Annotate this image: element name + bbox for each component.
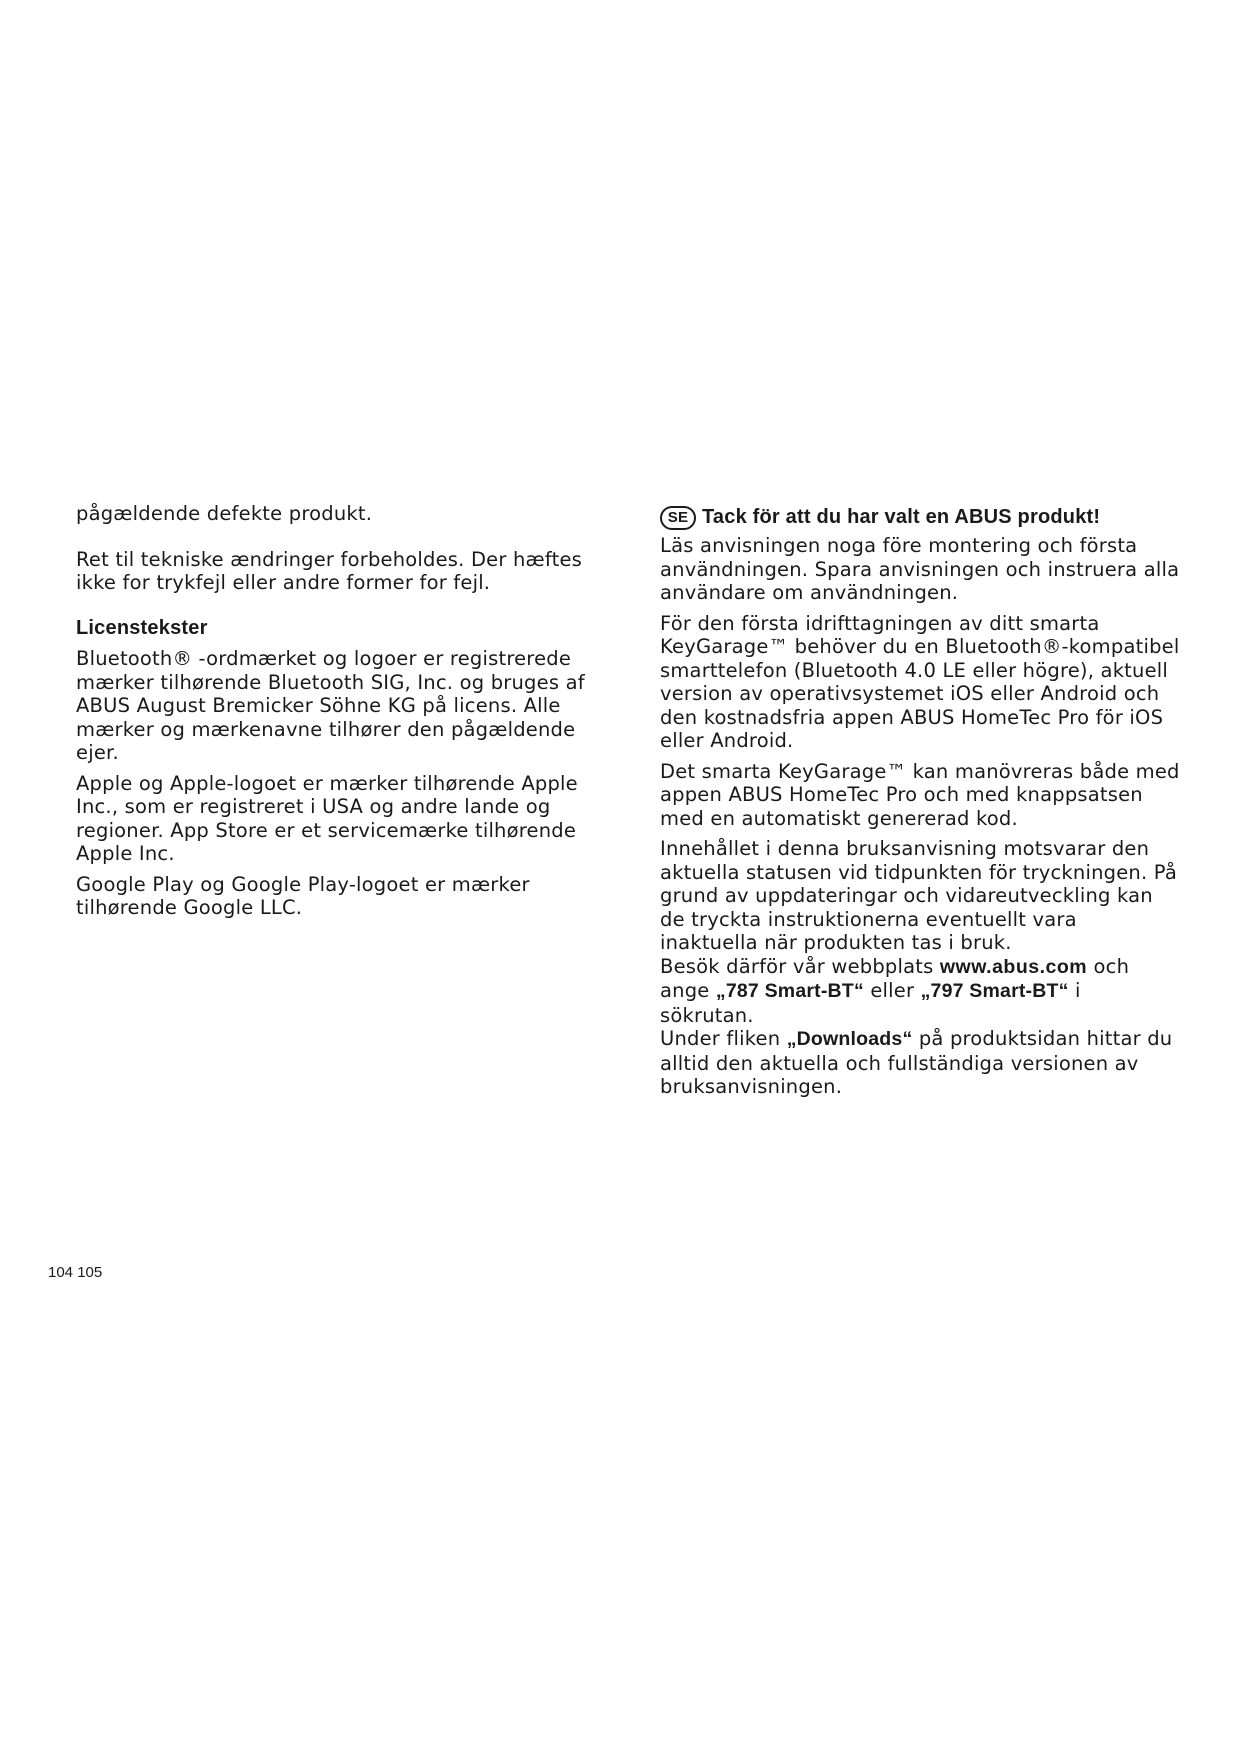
page-numbers: 104 105 bbox=[48, 1264, 103, 1281]
section-headline bbox=[660, 506, 1180, 530]
model-787: „787 Smart-BT“ bbox=[715, 980, 864, 1002]
intro-paragraph: Läs anvisningen noga före montering och första användningen. Spara anvisningen och instruera alla användare om användningen. bbox=[660, 534, 1180, 604]
downloads-tab-label: „Downloads“ bbox=[786, 1028, 913, 1050]
website-paragraph: Besök därför vår webbplats www.abus.com och ange „787 Smart-BT“ eller „797 Smart-BT“ i sökrutan. bbox=[660, 954, 1130, 1027]
google-licence-paragraph: Google Play og Google Play-logoet er mærker tilhørende Google LLC. bbox=[76, 872, 530, 919]
model-797: „797 Smart-BT“ bbox=[920, 980, 1069, 1002]
bluetooth-licence-paragraph: Bluetooth® -ordmærket og logoer er registrerede mærker tilhørende Bluetooth SIG, Inc. og bruges af ABUS August Bremicker Söhne KG på licens. Alle mærker og mærkenavne tilhører den pågældende ejer. bbox=[76, 647, 585, 764]
continued-sentence: pågældende defekte produkt. bbox=[76, 502, 373, 525]
requirements-paragraph: För den första idrifttagningen av ditt smarta KeyGarage™ behöver du en Bluetooth®-kompatibel smarttelefon (Bluetooth 4.0 LE eller högre), aktuell version av operativsystemet iOS eller Android och den kostnadsfria appen ABUS HomeTec Pro för iOS eller Android. bbox=[660, 611, 1180, 752]
disclaimer-paragraph: Ret til tekniske ændringer forbeholdes. Der hæftes ikke for trykfejl eller andre former for fejl. bbox=[76, 547, 583, 594]
apple-licence-paragraph: Apple og Apple-logoet er mærker tilhørende Apple Inc., som er registreret i USA og andre lande og regioner. App Store er et servicemærke tilhørende Apple Inc. bbox=[76, 771, 578, 865]
licence-heading: Licenstekster bbox=[76, 616, 208, 639]
country-code-badge: SE bbox=[660, 506, 696, 530]
website-link[interactable]: www.abus.com bbox=[939, 955, 1088, 978]
update-notice-paragraph: Innehållet i denna bruksanvisning motsvarar den aktuella statusen vid tidpunkten för tryckningen. På grund av uppdateringar och vidareutveckling kan de tryckta instruktionerna eventuellt vara inaktuella när produkten tas i bruk. bbox=[660, 837, 1177, 954]
section-title: Tack för att du har valt en ABUS produkt! bbox=[702, 506, 1101, 529]
operation-paragraph: Det smarta KeyGarage™ kan manövreras både med appen ABUS HomeTec Pro och med knappsatsen med en automatiskt genererad kod. bbox=[660, 759, 1180, 830]
left-column bbox=[76, 502, 606, 927]
downloads-paragraph: Under fliken „Downloads“ på produktsidan hittar du alltid den aktuella och fullständiga versionen av bruksanvisningen. bbox=[660, 1027, 1173, 1098]
right-column bbox=[660, 506, 1180, 1106]
